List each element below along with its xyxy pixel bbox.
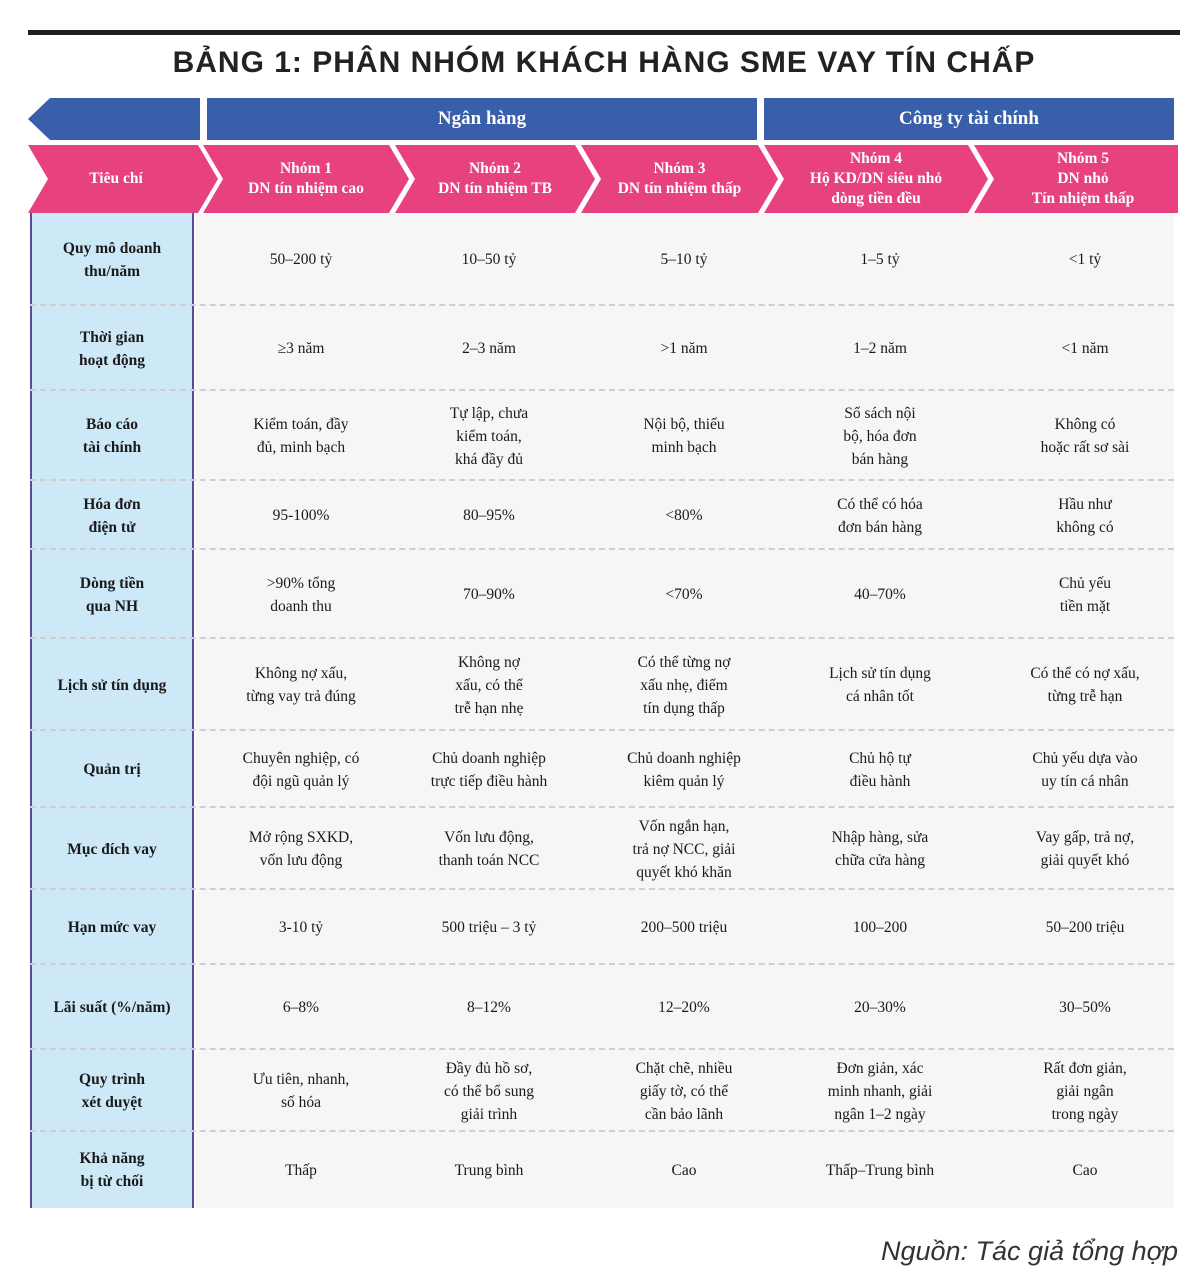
value-cell-group-3: Nội bộ, thiếu minh bạch [643,416,725,456]
column-header-row [28,145,1178,213]
value-cell-group-5: Vay gấp, trả nợ, giải quyết khó [1035,829,1135,869]
table-row [30,391,1174,481]
criteria-cell: Lãi suất (%/năm) [53,999,171,1016]
header-group-5-label: Nhóm 5 DN nhỏ Tín nhiệm thấp [1031,150,1135,207]
left-arrow-banner [28,98,200,140]
header-group-3-label: Nhóm 3 DN tín nhiệm thấp [617,160,742,197]
criteria-cell: Thời gian hoạt động [79,328,145,369]
criteria-cell: Quy mô doanh thu/năm [62,239,162,280]
header-group-1 [203,145,409,213]
criteria-cell: Hạn mức vay [67,919,157,936]
value-cell-group-3: Vốn ngắn hạn, trả nợ NCC, giải quyết khó khăn [632,817,736,881]
value-cell-group-5: 30–50% [1059,999,1111,1016]
value-cell-group-3: Cao [671,1161,697,1179]
table-row [30,965,1174,1050]
value-cell-group-5: <1 tỷ [1068,251,1102,268]
table-row [30,1050,1174,1132]
table-row [30,808,1174,890]
criteria-cell: Quản trị [83,761,141,778]
value-cell-group-4: 100–200 [852,919,908,936]
value-cell-group-3: Chủ doanh nghiệp kiêm quản lý [627,749,741,790]
value-cell-group-5: Rất đơn giản, giải ngân trong ngày [1043,1059,1127,1123]
value-cell-group-2: Không nợ xấu, có thể trễ hạn nhẹ [454,653,524,717]
value-cell-group-4: 1–2 năm [853,340,907,357]
value-cell-group-1: Mở rộng SXKD, vốn lưu động [248,829,354,869]
value-cell-group-3: <80% [665,507,703,524]
value-cell-group-1: Thấp [285,1161,317,1179]
value-cell-group-5: Không có hoặc rất sơ sài [1040,416,1130,456]
criteria-cell: Hóa đơn điện tử [83,495,141,536]
value-cell-group-2: 8–12% [467,999,511,1016]
value-cell-group-1: ≥3 năm [277,340,325,357]
table-row [30,731,1174,808]
value-cell-group-3: 5–10 tỷ [660,251,708,268]
table-row [30,890,1174,965]
value-cell-group-2: 80–95% [463,507,515,524]
value-cell-group-5: Cao [1072,1161,1098,1179]
value-cell-group-5: Chủ yếu tiền mặt [1058,574,1112,615]
group-header-finance: Công ty tài chính [764,98,1174,140]
table-row [30,481,1174,550]
value-cell-group-3: 12–20% [658,999,710,1016]
value-cell-group-1: >90% tổng doanh thu [266,574,336,615]
value-cell-group-4: 40–70% [854,586,906,603]
value-cell-group-4: Nhập hàng, sửa chữa cửa hàng [831,829,929,869]
value-cell-group-3: Có thể từng nợ xấu nhẹ, điểm tín dụng thấp [637,653,731,717]
header-group-4-label: Nhóm 4 Hộ KD/DN siêu nhỏ dòng tiền đều [809,150,943,207]
value-cell-group-2: Tự lập, chưa kiểm toán, khá đầy đủ [449,404,529,468]
criteria-cell: Mục đích vay [67,840,157,858]
table-row [30,306,1174,391]
value-cell-group-3: Chặt chẽ, nhiều giấy tờ, có thể cần bảo lãnh [635,1059,733,1123]
value-cell-group-2: 500 triệu – 3 tỷ [441,919,537,936]
value-cell-group-1: Kiểm toán, đầy đủ, minh bạch [253,416,349,456]
value-cell-group-2: 10–50 tỷ [461,251,517,268]
value-cell-group-4: Sổ sách nội bộ, hóa đơn bán hàng [843,404,917,468]
value-cell-group-5: Hầu như không có [1056,495,1114,536]
value-cell-group-4: Lịch sử tín dụng cá nhân tốt [829,665,931,705]
value-cell-group-2: 2–3 năm [462,340,516,357]
value-cell-group-5: Chủ yếu dựa vào uy tín cá nhân [1032,749,1138,790]
value-cell-group-3: >1 năm [660,340,708,357]
header-group-5 [974,145,1178,213]
value-cell-group-1: Chuyên nghiệp, có đội ngũ quản lý [242,749,360,790]
value-cell-group-4: Thấp–Trung bình [825,1161,935,1179]
table-title: BẢNG 1: PHÂN NHÓM KHÁCH HÀNG SME VAY TÍN CHẤP [172,46,1036,79]
value-cell-group-1: Ưu tiên, nhanh, số hóa [252,1071,350,1111]
header-group-4 [764,145,988,213]
value-cell-group-1: 95-100% [272,507,330,524]
header-group-3 [581,145,778,213]
value-cell-group-5: 50–200 triệu [1045,919,1125,936]
table-row [30,550,1174,639]
criteria-cell: Khả năng bị từ chối [79,1150,145,1190]
value-cell-group-1: 6–8% [282,999,320,1016]
header-criteria-label: Tiêu chí [89,170,143,187]
value-cell-group-2: 70–90% [463,586,515,603]
header-group-2 [395,145,595,213]
value-cell-group-2: Vốn lưu động, thanh toán NCC [438,829,540,869]
table-row [30,639,1174,731]
criteria-cell: Quy trình xét duyệt [79,1071,145,1111]
header-group-2-label: Nhóm 2 DN tín nhiệm TB [438,160,552,197]
value-cell-group-4: Chủ hộ tự điều hành [849,749,911,790]
criteria-cell: Dòng tiền qua NH [79,574,145,615]
header-group-1-label: Nhóm 1 DN tín nhiệm cao [248,160,364,197]
criteria-cell: Báo cáo tài chính [82,416,142,456]
value-cell-group-2: Trung bình [454,1161,524,1179]
value-cell-group-1: Không nợ xấu, từng vay trả đúng [246,665,356,705]
source-note: Nguồn: Tác giả tổng hợp [880,1236,1178,1266]
value-cell-group-3: 200–500 triệu [640,919,728,936]
criteria-cell: Lịch sử tín dụng [57,676,167,694]
value-cell-group-4: Có thể có hóa đơn bán hàng [837,495,923,536]
value-cell-group-4: 1–5 tỷ [860,251,900,268]
value-cell-group-5: <1 năm [1061,340,1109,357]
value-cell-group-3: <70% [665,586,703,603]
group-header-bank: Ngân hàng [207,98,757,140]
value-cell-group-4: 20–30% [854,999,906,1016]
table-row [30,1132,1174,1208]
table-row [30,213,1174,306]
value-cell-group-2: Đầy đủ hồ sơ, có thể bổ sung giải trình [444,1059,534,1123]
value-cell-group-1: 50–200 tỷ [269,251,333,268]
value-cell-group-1: 3-10 tỷ [278,919,324,936]
top-rule [28,30,1180,35]
header-criteria [28,145,218,213]
value-cell-group-4: Đơn giản, xác minh nhanh, giải ngân 1–2 ngày [827,1059,933,1123]
value-cell-group-5: Có thể có nợ xấu, từng trễ hạn [1030,665,1140,705]
value-cell-group-2: Chủ doanh nghiệp trực tiếp điều hành [430,749,548,790]
